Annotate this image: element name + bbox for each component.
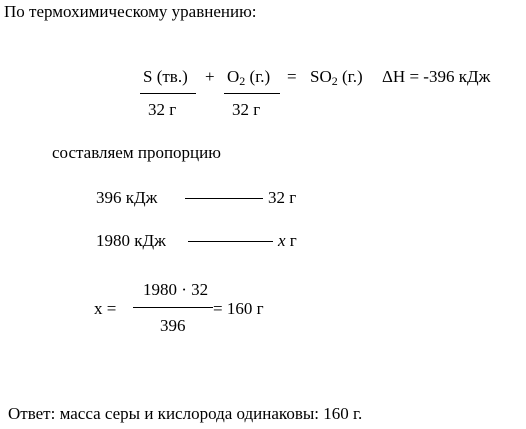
- proportion-row2-dash: [188, 241, 273, 242]
- proportion-row2-left: 1980 кДж: [96, 231, 166, 250]
- fraction-line-sulfur: [140, 93, 196, 94]
- calc-result: = 160 г: [213, 299, 264, 318]
- calc-denominator: 396: [160, 316, 186, 335]
- equals-sign: =: [287, 67, 297, 86]
- proportion-row1-dash: [185, 198, 263, 199]
- fraction-line-oxygen: [224, 93, 280, 94]
- calc-lhs: x =: [94, 299, 117, 318]
- sulfur-mass: 32 г: [148, 100, 177, 119]
- calc-fraction-line: [133, 307, 213, 308]
- calc-numerator: 1980 · 32: [143, 280, 209, 299]
- proportion-row1-left: 396 кДж: [96, 188, 158, 207]
- enthalpy-value: ΔH = -396 кДж: [382, 67, 491, 86]
- plus-sign: +: [205, 67, 215, 86]
- reactant-sulfur: S (тв.): [143, 67, 188, 86]
- oxygen-mass: 32 г: [232, 100, 261, 119]
- answer-text: Ответ: масса серы и кислорода одинаковы: 160 г.: [8, 404, 363, 423]
- reactant-oxygen: $O_2$ (г.): [227, 67, 271, 88]
- proportion-row1-right: 32 г: [268, 188, 297, 207]
- intro-text: По термохимическому уравнению:: [4, 2, 257, 21]
- proportion-row2-right: x г: [278, 231, 297, 250]
- proportion-label: составляем пропорцию: [52, 143, 221, 162]
- product-sulfur-dioxide: $SO_2$ (г.): [310, 67, 363, 88]
